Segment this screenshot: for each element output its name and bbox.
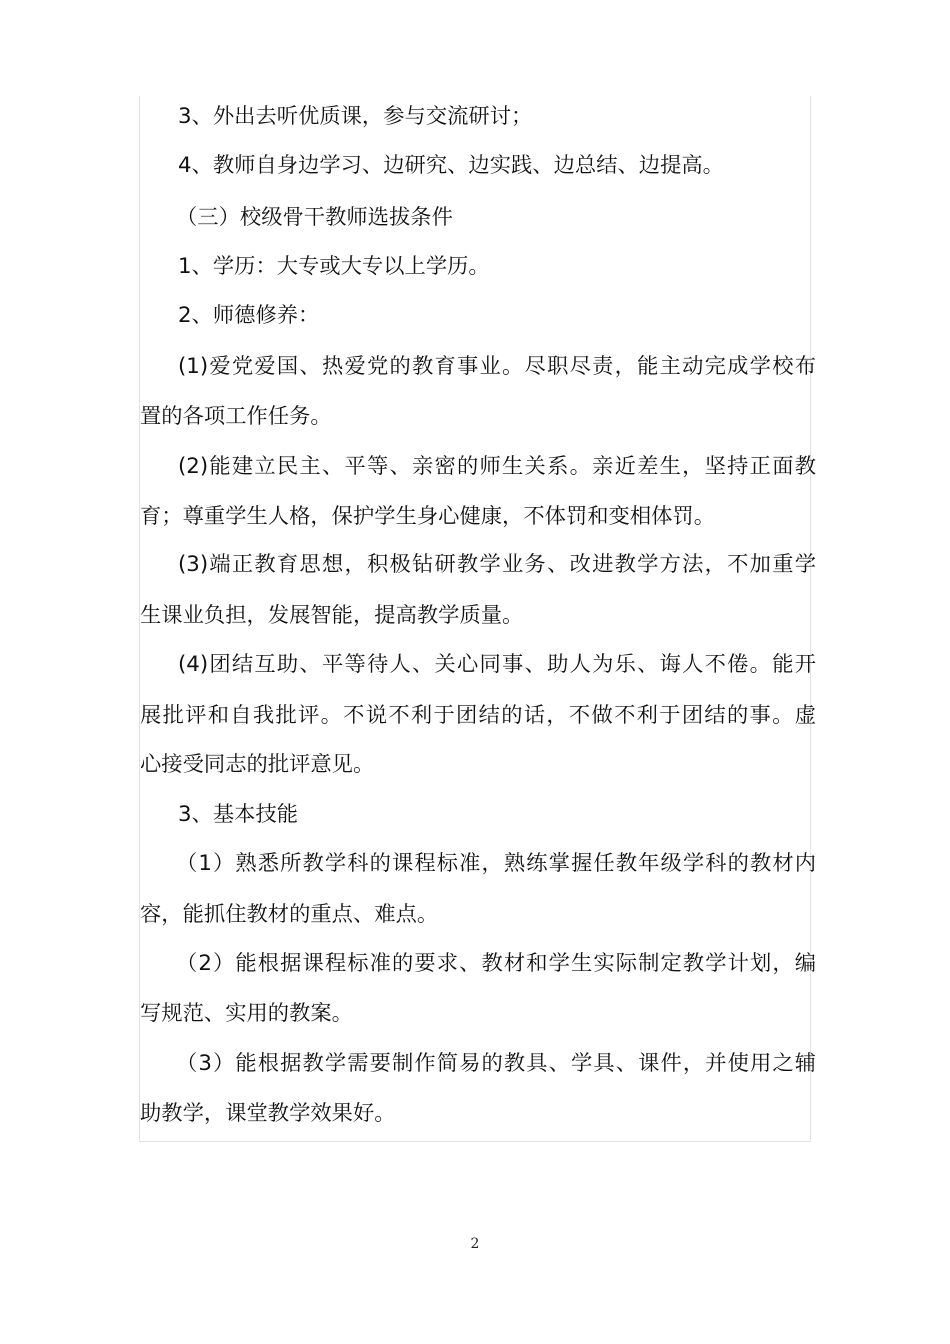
- paragraph-line: (2)能建立民主、平等、亲密的师生关系。亲近差生，坚持正面教: [178, 454, 816, 479]
- paragraph-line: 展批评和自我批评。不说不利于团结的话，不做不利于团结的事。虚: [140, 703, 816, 728]
- paragraph-line: （1）熟悉所教学科的课程标准，熟练掌握任教年级学科的教材内: [176, 851, 816, 876]
- paragraph-line: 生课业负担，发展智能，提高教学质量。: [140, 603, 524, 628]
- paragraph-line: （3）能根据教学需要制作简易的教具、学具、课件，并使用之辅: [176, 1051, 816, 1076]
- paragraph-line: 写规范、实用的教案。: [140, 1001, 353, 1026]
- paragraph-line: （2）能根据课程标准的要求、教材和学生实际制定教学计划，编: [176, 951, 816, 976]
- paragraph-line: 1、学历：大专或大专以上学历。: [178, 254, 490, 279]
- paragraph-line: 置的各项工作任务。: [140, 404, 332, 429]
- paragraph-line: 心接受同志的批评意见。: [140, 752, 375, 777]
- paragraph-line: 容，能抓住教材的重点、难点。: [140, 902, 439, 927]
- paragraph-line: (4)团结互助、平等待人、关心同事、助人为乐、诲人不倦。能开: [178, 652, 816, 677]
- paragraph-line: 2、师德修养：: [178, 303, 320, 328]
- paragraph-line: (1)爱党爱国、热爱党的教育事业。尽职尽责，能主动完成学校布: [178, 354, 816, 379]
- paragraph-line: 3、外出去听优质课，参与交流研讨；: [178, 104, 533, 129]
- section-heading: （三）校级骨干教师选拔条件: [176, 205, 453, 230]
- paragraph-line: 助教学，课堂教学效果好。: [140, 1101, 396, 1126]
- paragraph-line: (3)端正教育思想，积极钻研教学业务、改进教学方法，不加重学: [178, 552, 816, 577]
- section-heading: 3、基本技能: [178, 802, 299, 827]
- paragraph-line: 4、教师自身边学习、边研究、边实践、边总结、边提高。: [178, 153, 724, 178]
- paragraph-line: 育；尊重学生人格，保护学生身心健康，不体罚和变相体罚。: [140, 504, 716, 529]
- page-number: 2: [470, 1236, 480, 1252]
